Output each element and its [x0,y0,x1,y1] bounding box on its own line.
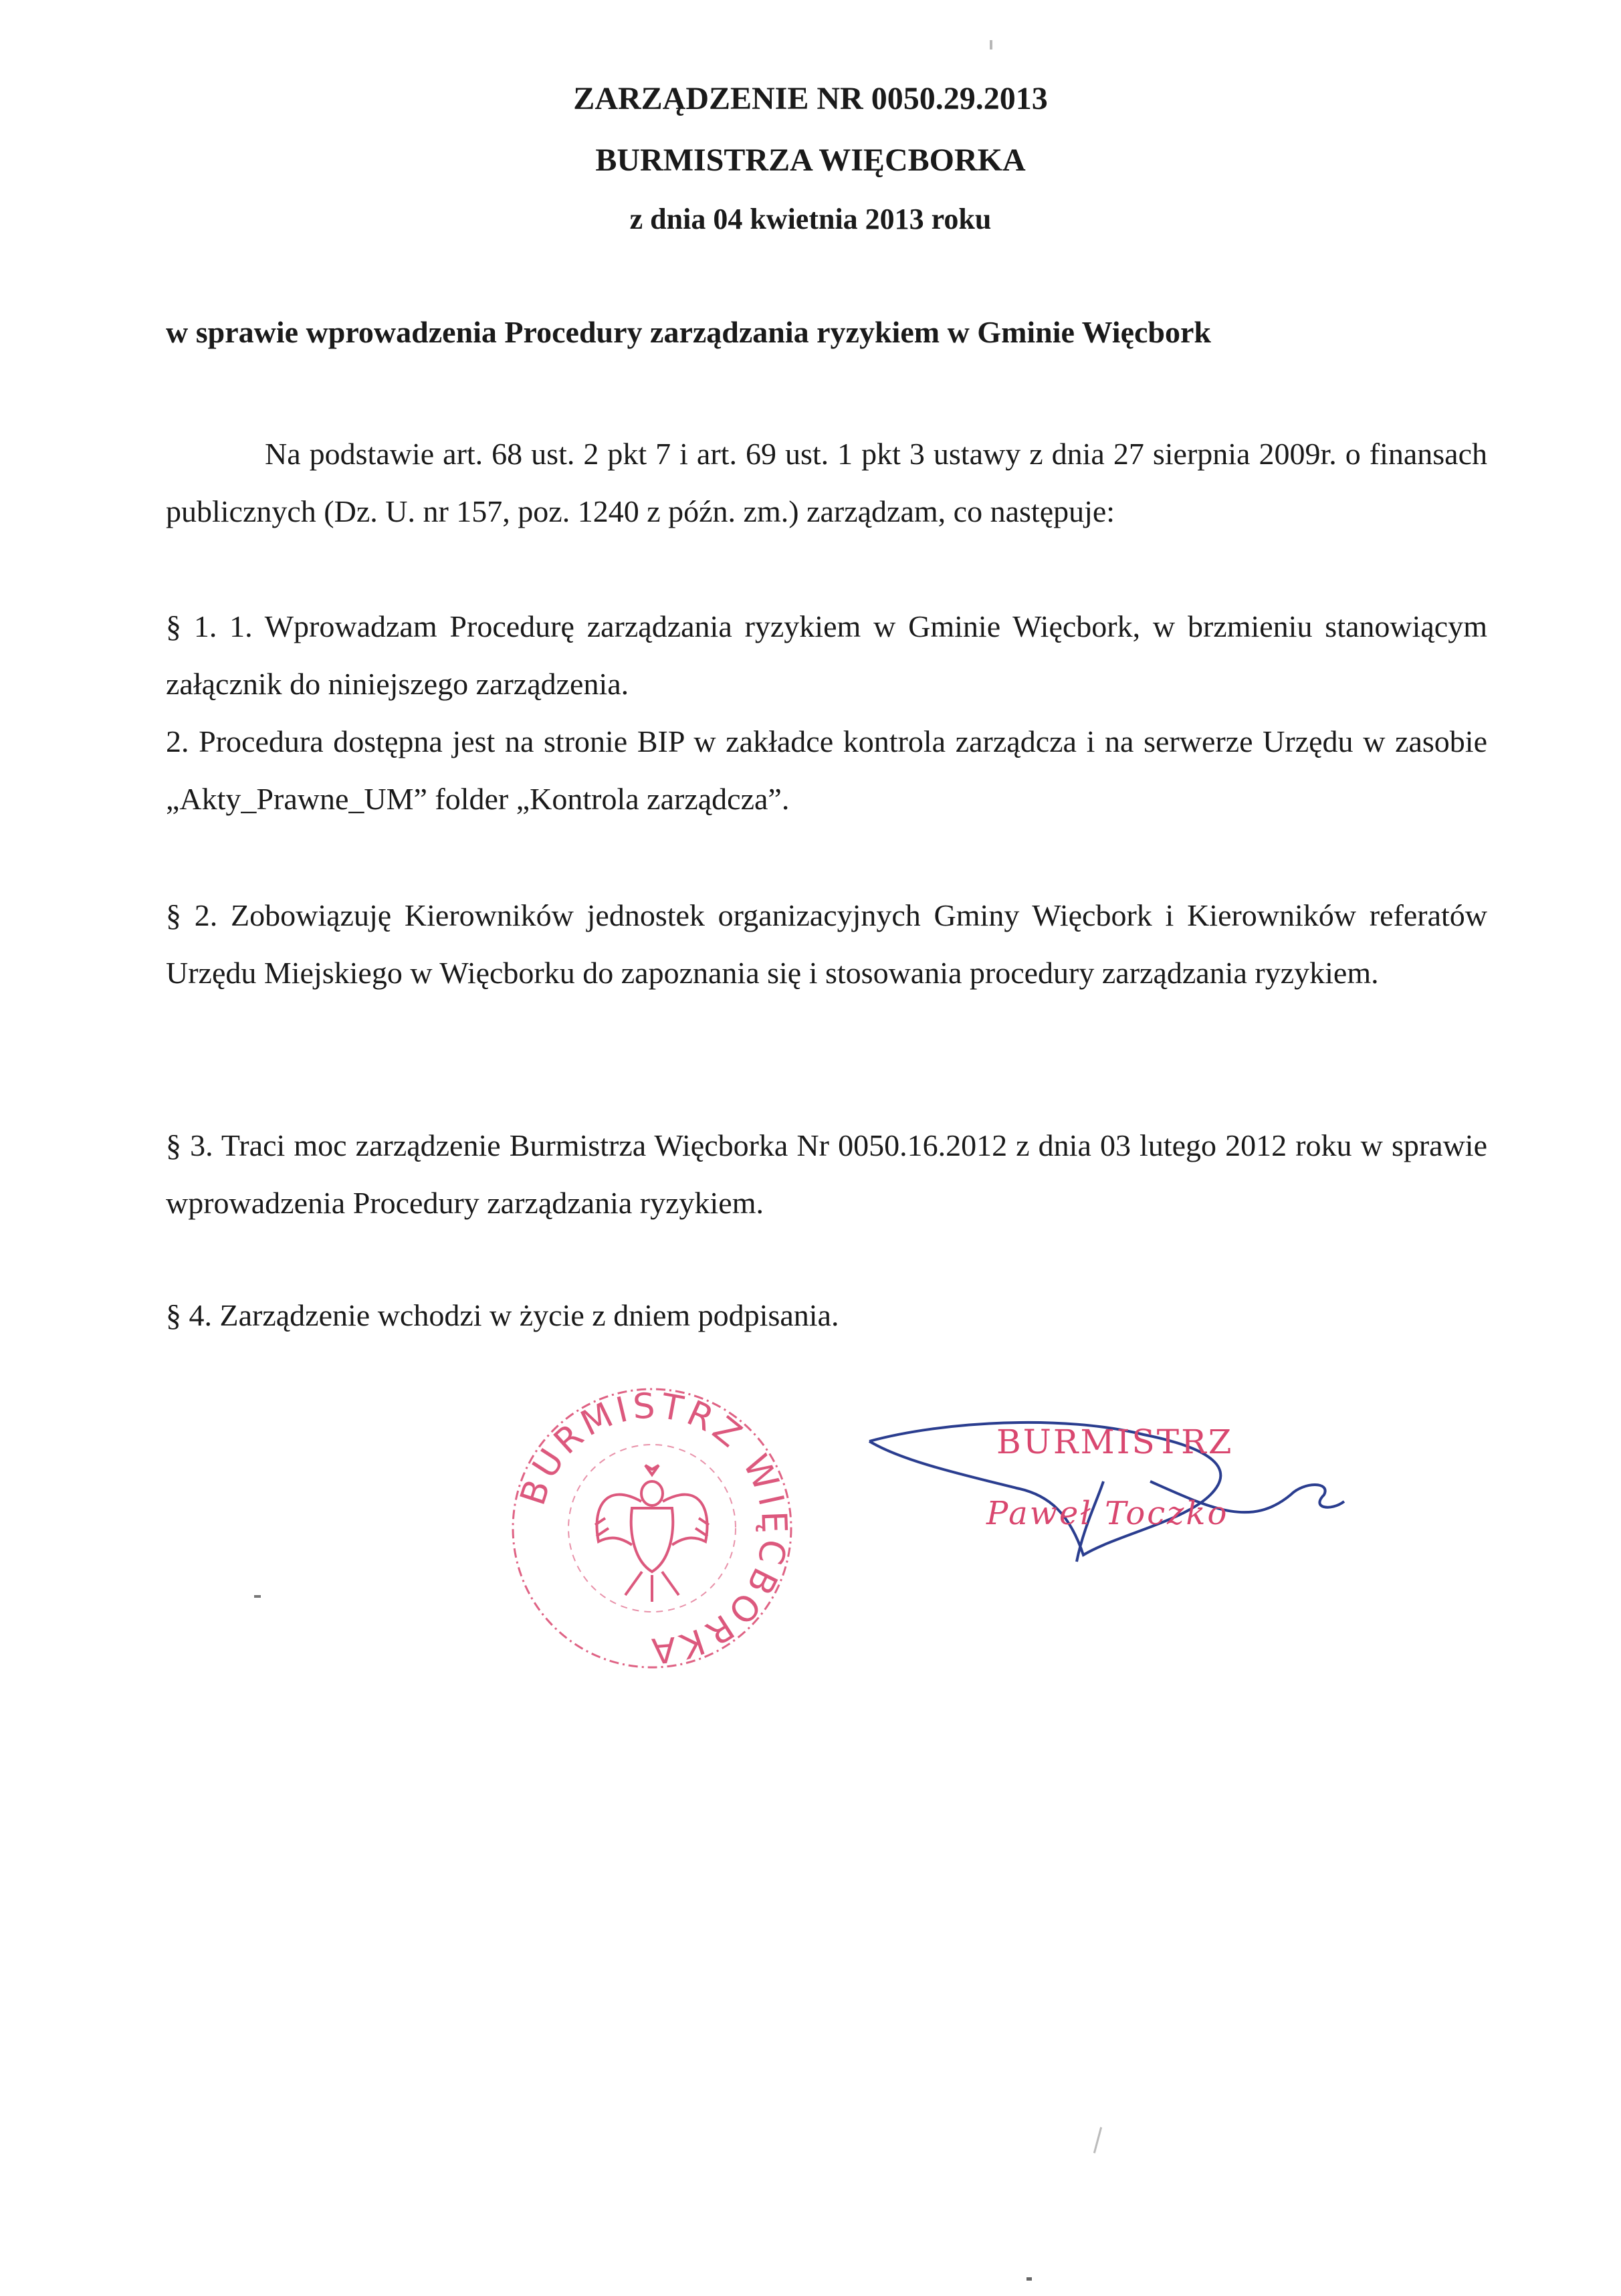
legal-basis-paragraph: Na podstawie art. 68 ust. 2 pkt 7 i art. 69 ust. 1 pkt 3 ustawy z dnia 27 sierpnia 2009r. o finansach publicznych (Dz. U. nr 157, poz. 1240 z późn. zm.) zarządzam, co następuje: [166,437,1487,528]
section-1 [166,598,1487,828]
scan-speck [990,40,992,49]
document-issuer: BURMISTRZA WIĘCBORKA [595,142,1026,178]
signature-block [863,1394,1371,1595]
name-stamp-name: Paweł Toczko [986,1495,1229,1532]
scan-speck [1026,2277,1032,2281]
name-stamp-title: BURMISTRZ [996,1423,1234,1461]
section-4: § 4. Zarządzenie wchodzi w życie z dniem podpisania. [166,1298,839,1332]
document-title: ZARZĄDZENIE NR 0050.29.2013 [573,81,1048,116]
document-date: z dnia 04 kwietnia 2013 roku [629,203,992,235]
scan-speck [1093,2127,1102,2153]
scan-speck [254,1595,261,1598]
official-seal-stamp [505,1381,799,1675]
section-2: § 2. Zobowiązuję Kierowników jednostek organizacyjnych Gminy Więcbork i Kierowników referatów Urzędu Miejskiego w Więcborku do zapoznania się i stosowania procedury zarządzania ryzykiem. [166,898,1487,990]
section-3: § 3. Traci moc zarządzenie Burmistrza Więcborka Nr 0050.16.2012 z dnia 03 lutego 2012 roku w sprawie wprowadzenia Procedury zarządzania ryzykiem. [166,1128,1487,1220]
document-subject: w sprawie wprowadzenia Procedury zarządzania ryzykiem w Gminie Więcbork [166,315,1211,349]
svg-text:BURMISTRZ WIĘCBORKA: BURMISTRZ WIĘCBORKA [512,1386,794,1671]
section-1-point-2: 2. Procedura dostępna jest na stronie BIP w zakładce kontrola zarządcza i na serwerze Urzędu w zasobie „Akty_Prawne_UM” folder „Kontrola zarządcza”. [166,724,1487,816]
section-1-point-1: § 1. 1. Wprowadzam Procedurę zarządzania ryzykiem w Gminie Więcbork, w brzmieniu stanowiącym załącznik do niniejszego zarządzenia. [166,609,1487,701]
official-seal-graphic [505,1381,799,1675]
